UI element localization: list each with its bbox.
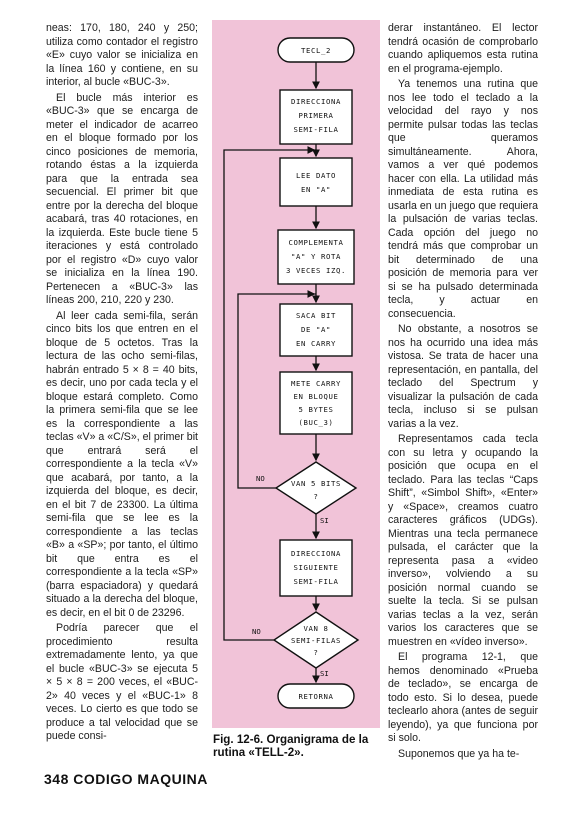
paragraph: Podría parecer que el procedimiento resulta extremadamente lento, ya que el bucle «BUC-3» se ejecuta 5 × 5 × 8 = 200 veces, el «BUC-2» 40 veces y el «BUC-1» 8 veces. Lo cierto es que todo se produce a tal velocidad que se puede consi-: [46, 622, 198, 742]
box-text: PRIMERA: [298, 111, 334, 120]
start-label: TECL_2: [301, 46, 331, 55]
box-text: "A" Y ROTA: [291, 252, 341, 261]
decision-yes-label: SI: [320, 516, 329, 525]
paragraph: neas: 170, 180, 240 y 250; utiliza como contador el registro «E» cuyo valor se inicializa en la línea 160 y contiene, en su interior, al bucle «BUC-3».: [46, 22, 198, 88]
box-text: METE CARRY: [291, 379, 341, 388]
box-text: 5 BYTES: [298, 405, 334, 414]
decision-no-label: NO: [256, 474, 265, 483]
process-box-lee-dato: [280, 158, 352, 206]
box-text: COMPLEMENTA: [288, 238, 344, 247]
paragraph: Suponemos que ya ha te-: [398, 747, 520, 760]
box-text: DE "A": [301, 325, 331, 334]
decision-no-label: NO: [252, 627, 261, 636]
paragraph: Representamos cada tecla con su letra y ocupando la posición que ocupa en el teclado. Para las teclas “Caps Shift”, «Simbol Shift», «Enter» y «Space», creamos cuatro caracteres gráficos (UDGs). Mientras una tecla permanece pulsada, el carácter que la representa pasa a «video inverso», volviendo a su posición normal cuando se suelte la tecla. Si se pulsan varias teclas a la vez, serán varios los caracteres que se muestren en «vídeo inverso».: [388, 433, 538, 648]
decision-text: VAN 8: [303, 624, 329, 633]
flowchart-diagram: [212, 20, 380, 728]
box-text: 3 VECES IZQ.: [286, 266, 346, 275]
paragraph: Ya tenemos una rutina que nos lee todo el teclado a la velocidad del rayo y nos permite pulsar todas las teclas que queramos simultáneamente. Ahora, vamos a ver qué podemos hacer con ella. La utilidad más inmediata de esta rutina es usarla en un juego que requiera la pulsación de varias teclas. Cada opción del juego no tendrá más que comprobar un bit determinado de una posición de memoria para ver si se ha pulsado determinada tecla, y actuar en consecuencia.: [388, 78, 538, 320]
right-text-column: [388, 22, 538, 763]
paragraph: El bucle más interior es «BUC-3» que se encarga de meter el indicador de acarreo en el bloque formado por los cinco posiciones de memoria, rotando éstas a la izquierda para que la entrada sea secuencial. El primer bit que entre por la derecha del bloque acabará, tras 40 rotaciones, en la izquierda. Este bucle tiene 5 iteraciones y está controlado por el registro «D» cuyo valor se inicializa en la línea 190. Pertenecen a «BUC-3» las líneas 200, 210, 220 y 230.: [46, 91, 198, 306]
decision-text: ?: [313, 492, 319, 501]
box-text: SIGUIENTE: [293, 563, 339, 572]
box-text: DIRECCIONA: [291, 97, 341, 106]
box-text: (BUC_3): [298, 418, 334, 427]
box-text: EN CARRY: [296, 339, 336, 348]
decision-van-5-bits: [276, 462, 356, 514]
paragraph: derar instantáneo. El lector tendrá ocasión de comprobarlo cuando apliquemos esta rutina en el programa-ejemplo.: [388, 22, 538, 75]
box-text: LEE DATO: [296, 171, 336, 180]
box-text: SACA BIT: [296, 311, 336, 320]
decision-text: ?: [313, 648, 319, 657]
paragraph: No obstante, a nosotros se nos ha ocurrido una idea más vistosa. Se trata de hacer una representación, en pantalla, del teclado del Spectrum y visualizar la pulsación de cada tecla, incluso si se pulsan varias a la vez.: [388, 323, 538, 430]
box-text: SEMI-FILA: [293, 577, 339, 586]
decision-yes-label: SI: [320, 669, 329, 678]
decision-text: SEMI-FILAS: [291, 636, 341, 645]
left-text-column: [46, 22, 198, 746]
figure-panel: [212, 20, 380, 728]
paragraph: Al leer cada semi-fila, serán cinco bits los que entren en el bloque de 5 octetos. Tras la lectura de las ocho semi-filas, habrán entrado 5 × 8 = 40 bits, es decir, uno por cada tecla y el bloque estará completo. Como la primera semi-fila que se lee es la correspondiente a las teclas «V» a «C/S», el primer bit que entrará será el correspondiente a la tecla «V» que acabará, por tanto, a la izquierda del bloque, es decir, en el bit 7 de 23300. La última semi-fila que se lee es la correspondiente a las teclas «B» a «SP»; por tanto, el último bit que entra es el correspondiente a la tecla «SP» (barra espaciadora) y quedará situado a la derecha del bloque, es decir, en el bit 0 de 23296.: [46, 309, 198, 619]
paragraph: El programa 12-1, que hemos denominado «Prueba de teclado», se encarga de todo esto. Si lo desea, puede teclearlo ahora (antes de seguir leyendo), ya que funciona por si solo.: [388, 651, 538, 744]
box-text: EN "A": [301, 185, 331, 194]
end-label: RETORNA: [298, 692, 334, 701]
box-text: EN BLOQUE: [293, 392, 339, 401]
figure-caption: Fig. 12-6. Organigrama de la rutina «TELL-2».: [213, 733, 369, 759]
decision-text: VAN 5 BITS: [291, 479, 341, 488]
box-text: DIRECCIONA: [291, 549, 341, 558]
page-footer: 348 CODIGO MAQUINA: [44, 771, 208, 787]
box-text: SEMI-FILA: [293, 125, 339, 134]
